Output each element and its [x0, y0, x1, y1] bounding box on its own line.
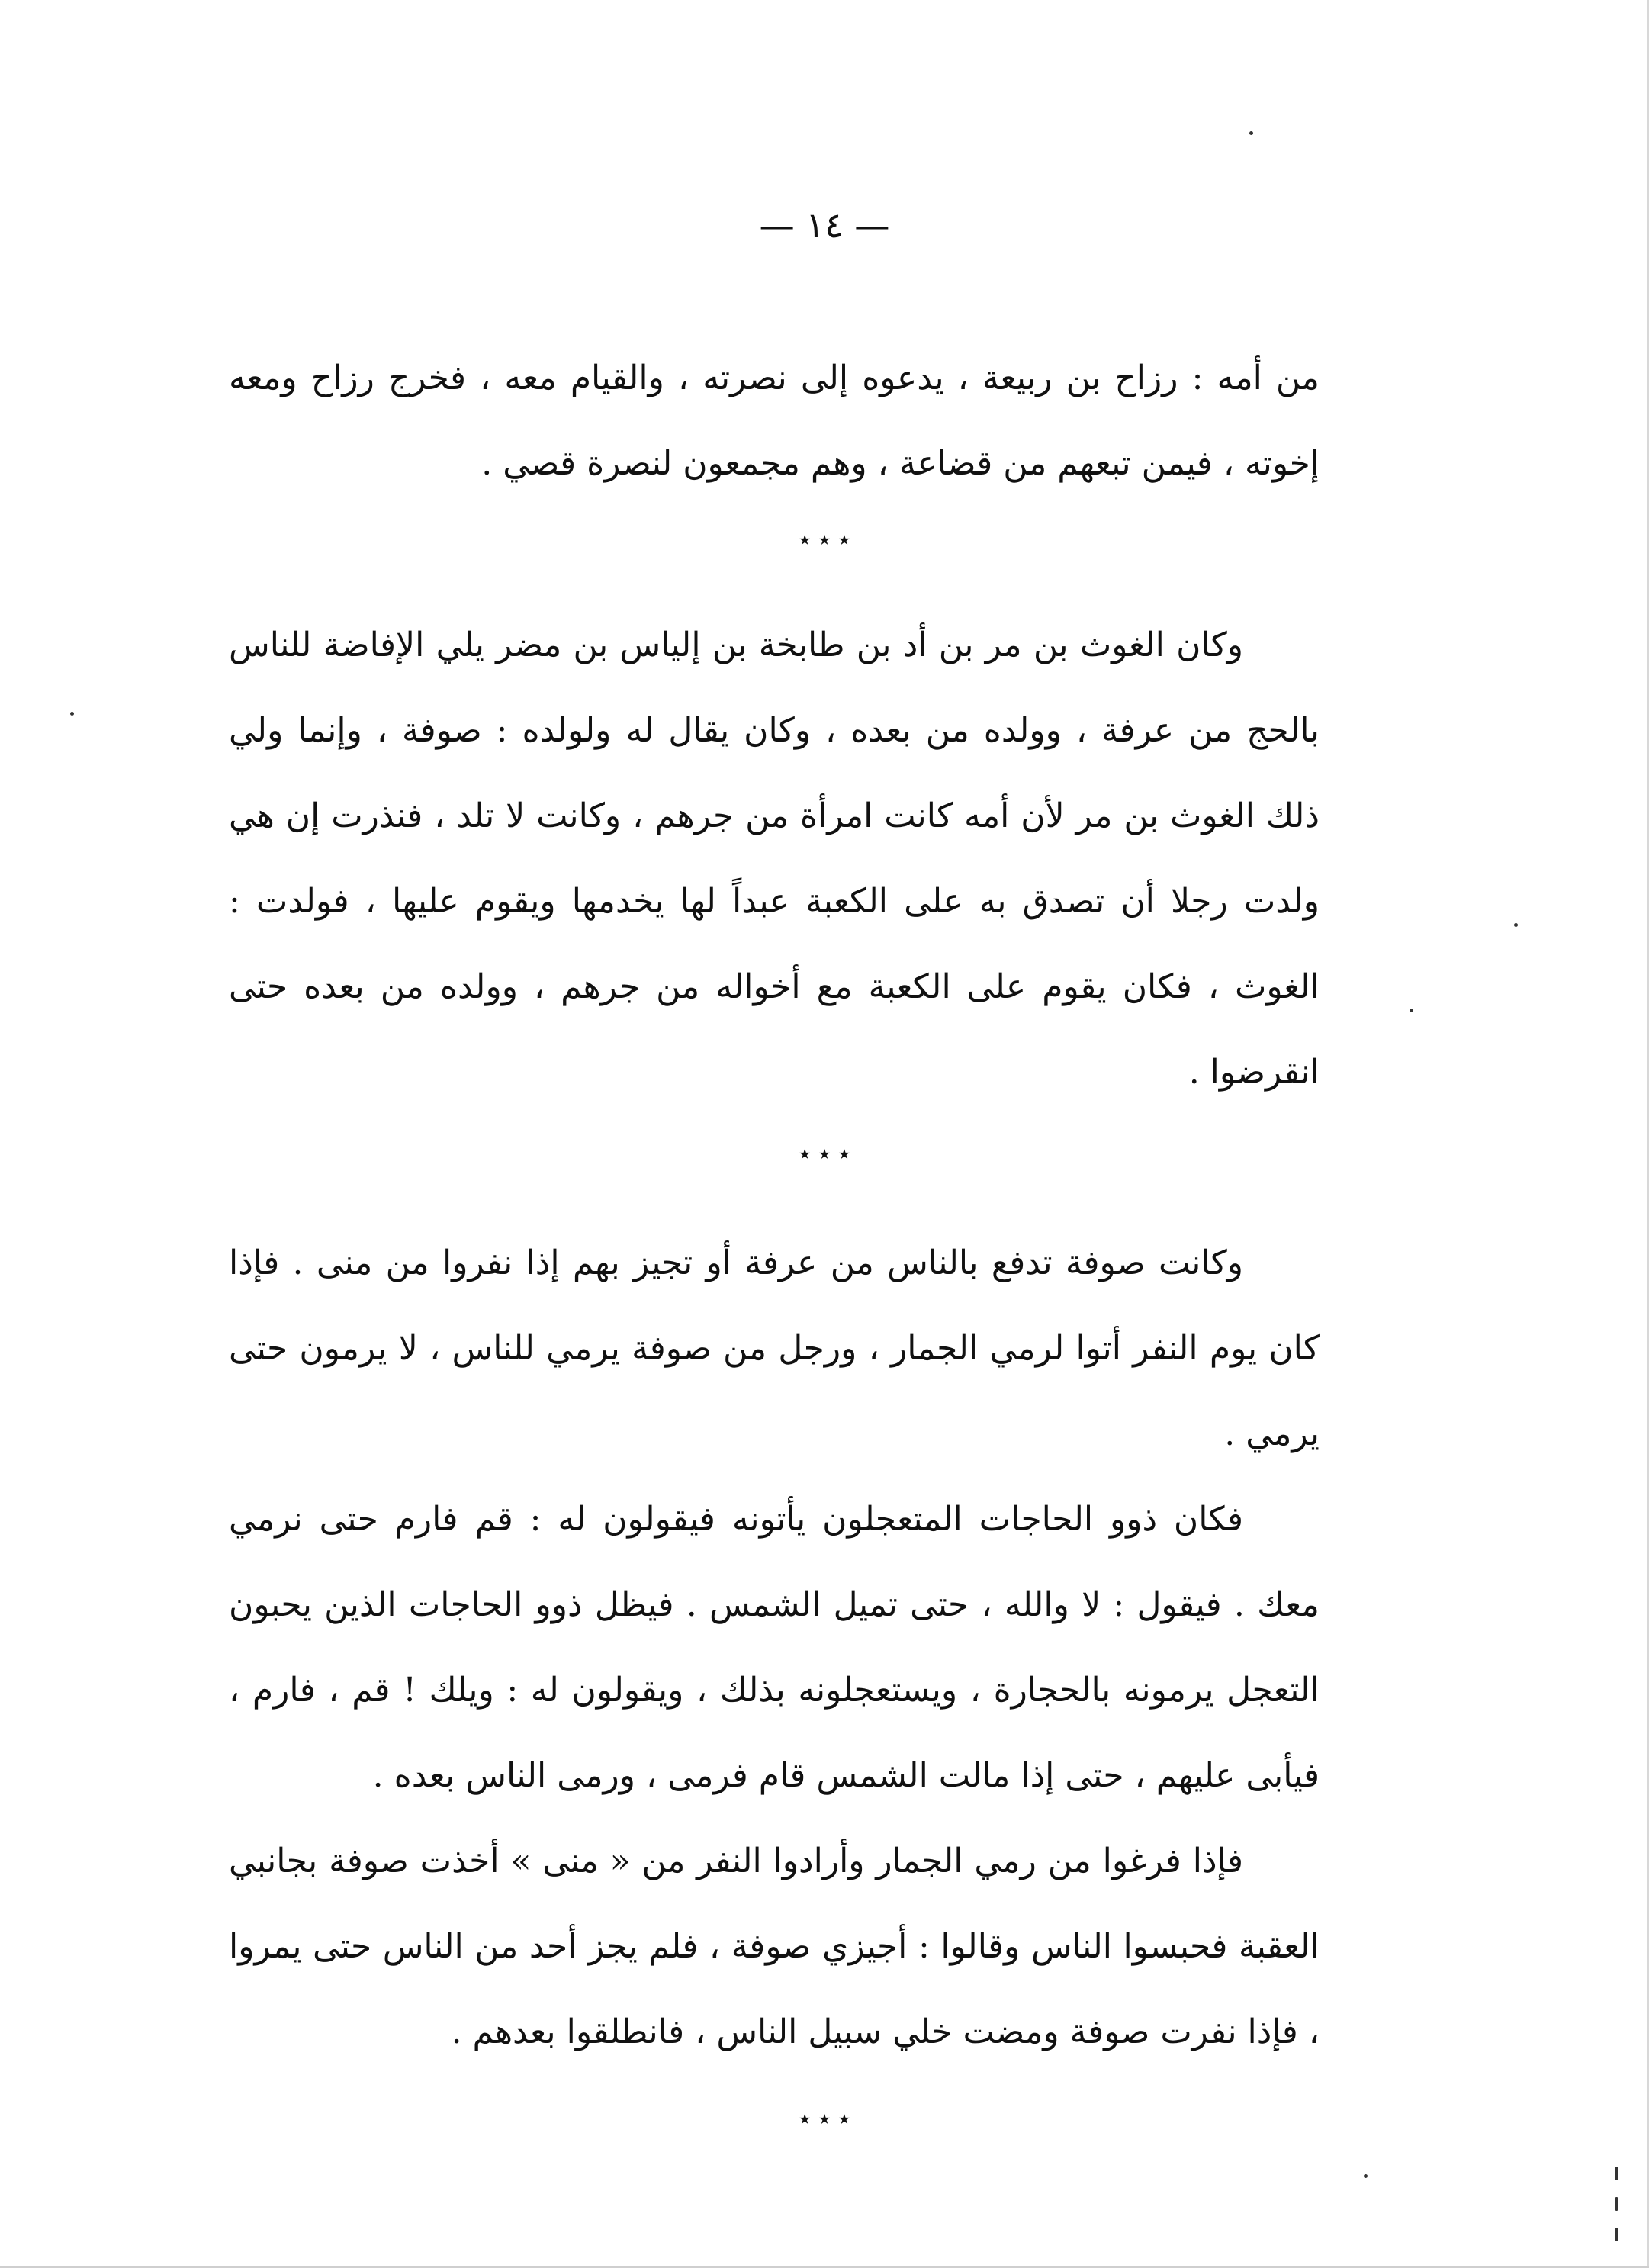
scan-speck	[70, 712, 74, 716]
section-divider-1: ٭ ٭ ٭	[798, 526, 851, 553]
scan-speck	[1410, 1009, 1413, 1012]
scan-mark	[1615, 2197, 1618, 2211]
paragraph-3: وكانت صوفة تدفع بالناس من عرفة أو تجيز بهم إذا نفروا من منى . فإذا كان يوم النفر أتوا لرمي الجمار ، ورجل من صوفة يرمي للناس ، لا يرمون حتى يرمي .	[229, 1243, 1320, 1453]
text-section-3	[229, 1221, 1320, 2075]
text-section-1	[229, 336, 1320, 507]
text-section-2	[229, 603, 1320, 1115]
section-divider-2: ٭ ٭ ٭	[798, 1140, 851, 1167]
page-number: — ١٤ —	[759, 204, 890, 246]
scan-mark	[1615, 2228, 1618, 2241]
paragraph-2: وكان الغوث بن مر بن أد بن طابخة بن إلياس بن مضر يلي الإفاضة للناس بالحج من عرفة ، وولده من بعده ، وكان يقال له ولولده : صوفة ، وإنما ولي ذلك الغوث بن مر لأن أمه كانت امرأة من جرهم ، وكانت لا تلد ، فنذرت إن هي ولدت رجلا أن تصدق به على الكعبة عبداً لها يخدمها ويقوم عليها ، فولدت : الغوث ، فكان يقوم على الكعبة مع أخواله من جرهم ، وولده من بعده حتى انقرضوا .	[229, 626, 1320, 1092]
scan-speck	[1364, 2174, 1368, 2178]
scan-mark	[1615, 2167, 1618, 2180]
paragraph-4: فكان ذوو الحاجات المتعجلون يأتونه فيقولون له : قم فارم حتى نرمي معك . فيقول : لا والله ، حتى تميل الشمس . فيظل ذوو الحاجات الذين يحبون التعجل يرمونه بالحجارة ، ويستعجلونه بذلك ، ويقولون له : ويلك ! قم ، فارم ، فيأبى عليهم ، حتى إذا مالت الشمس قام فرمى ، ورمى الناس بعده .	[229, 1500, 1320, 1795]
paragraph-5: فإذا فرغوا من رمي الجمار وأرادوا النفر من « منى » أخذت صوفة بجانبي العقبة فحبسوا الناس وقالوا : أجيزي صوفة ، فلم يجز أحد من الناس حتى يمروا ، فإذا نفرت صوفة ومضت خلي سبيل الناس ، فانطلقوا بعدهم .	[229, 1842, 1320, 2051]
paragraph-1: من أمه : رزاح بن ربيعة ، يدعوه إلى نصرته ، والقيام معه ، فخرج رزاح ومعه إخوته ، فيمن تبعهم من قضاعة ، وهم مجمعون لنصرة قصي .	[229, 359, 1320, 483]
scan-speck	[1249, 131, 1253, 135]
section-divider-3: ٭ ٭ ٭	[798, 2106, 851, 2132]
scan-speck	[1514, 923, 1518, 927]
